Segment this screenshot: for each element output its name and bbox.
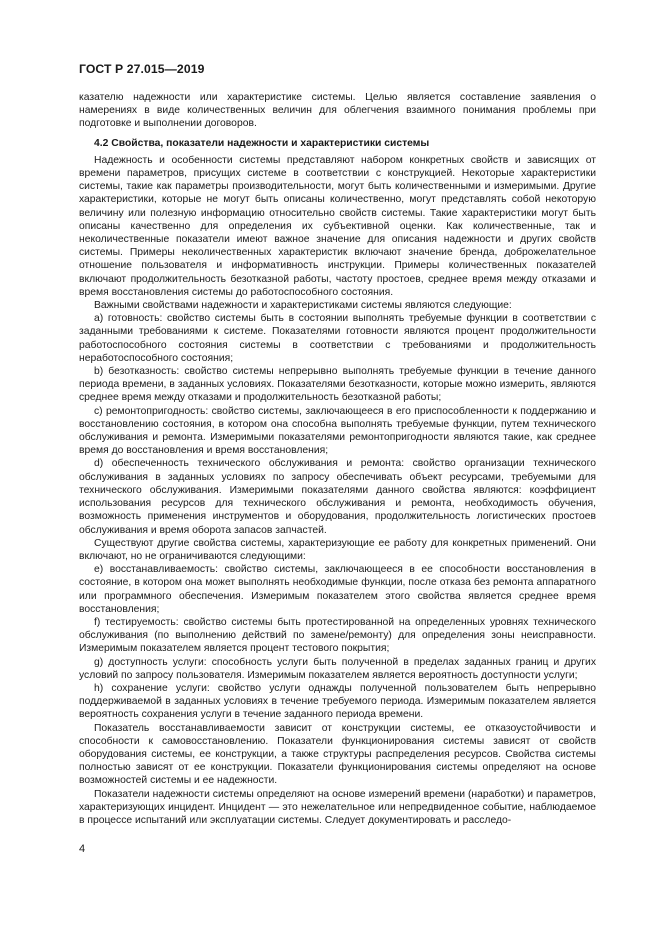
list-item-e: e) восстанавливаемость: свойство системы, заключающееся в ее способности восстановления в состояние, в котором она может выполнять необходимые функции, после отказа без ремонта аппаратного или программного обеспечения. Измеримым показателем этого свойства является среднее время восстановления; [79, 564, 596, 615]
paragraph: Показатели надежности системы определяют на основе измерений времени (наработки) и параметров, характеризующих инцидент. Инцидент — это нежелательное или непредвиденное событие, наблюдаемое в процессе испытаний или эксплуатации системы. Следует документировать и расследо- [79, 788, 596, 826]
list-item-a: а) готовность: свойство системы быть в состоянии выполнять требуемые функции в соответствии с заданными требованиями к системе. Показателями готовности являются процент продолжительности работоспособного состояния системы в соответствии с требованиями и продолжительность неработоспособного состояния; [79, 313, 596, 364]
list-item-h: h) сохранение услуги: свойство услуги однажды полученной пользователем быть непрерывно поддерживаемой в заданных условиях в течение требуемого периода. Измеримым показателем является вероятность сохранения услуги в течение заданного периода времени. [79, 682, 596, 721]
intro-paragraph: казателю надежности или характеристике системы. Целью является составление заявления о намерениях в виде количественных величин для облегчения взаимного понимания проблемы при подготовке и выполнении договоров. [79, 92, 596, 130]
document-header: ГОСТ Р 27.015—2019 [79, 62, 205, 76]
list-item-c: c) ремонтопригодность: свойство системы, заключающееся в его приспособленности к поддержанию и восстановлению состояния, в котором она способна выполнять требуемые функции, путем технического обслуживания и ремонта. Измеримыми показателями ремонтопригодности являются такие, как среднее время до восстановления и время восстановления; [79, 405, 596, 457]
list-item-b: b) безотказность: свойство системы непрерывно выполнять требуемые функции в течение данного периода времени, в заданных условиях. Показателями безотказности, которые можно измерить, являются среднее время между отказами и продолжительность безотказной работы; [79, 366, 596, 404]
page-number: 4 [79, 843, 86, 855]
list-item-f: f) тестируемость: свойство системы быть протестированной на определенных уровнях технического обслуживания (по выполнению действий по замене/ремонту) для определения зоны неисправности. Измеримым показателем является процент тестового покрытия; [79, 616, 596, 655]
paragraph: Существуют другие свойства системы, характеризующие ее работу для конкретных применений. Они включают, но не ограничиваются следующими: [79, 537, 596, 562]
list-item-d: d) обеспеченность технического обслуживания и ремонта: свойство организации технического обслуживания в заданных условиях по запросу обеспечивать объект ресурсами, требуемыми для технического обслуживания. Измеримыми показателями данного свойства являются: коэффициент использования ресурсов для технического обслуживания и ремонта, необходимость обучения, возможность применения инструментов и оборудования, продолжительность логистических простоев обслуживания и время оборота запасов запчастей. [79, 458, 596, 536]
section-title: 4.2 Свойства, показатели надежности и характеристики системы [94, 137, 430, 149]
paragraph: Показатель восстанавливаемости зависит от конструкции системы, ее отказоустойчивости и способности к самовосстановлению. Показатели функционирования системы зависят от свойств оборудования системы, ее конструкции, а также структуры распределения ресурсов. Свойства системы полностью зависят от ее конструкции. Показатели функционирования системы определяют на основе возможностей системы и ее надежности. [79, 722, 596, 787]
paragraph: Надежность и особенности системы представляют набором конкретных свойств и зависящих от времени параметров, присущих системе в соответствии с конструкцией. Некоторые характеристики системы, такие как параметры производительности, могут быть количественными и измеримыми. Другие характеристики, которые не могут быть описаны количественно, могут представлять собой некоторую величину или полезную информацию относительно свойств системы. Такие характеристики могут быть описаны качественно для определения их субъективной оценки. Как количественные, так и неколичественные показатели имеют важное значение для описания надежности и других свойств системы. Примеры неколичественных характеристик включают значение бренда, доброжелательное отношение пользователя и информативность инструкции. Примеры количественных показателей включают продолжительность безотказной работы, частоту простоев, среднее время между отказами и время восстановления системы до работоспособного состояния. [79, 154, 596, 298]
document-body [79, 91, 596, 827]
list-item-g: g) доступность услуги: способность услуги быть полученной в пределах заданных границ и других условий по запросу пользователя. Измеримым показателем является вероятность доступности услуги; [79, 656, 596, 681]
paragraph: Важными свойствами надежности и характеристиками системы являются следующие: [94, 300, 512, 312]
